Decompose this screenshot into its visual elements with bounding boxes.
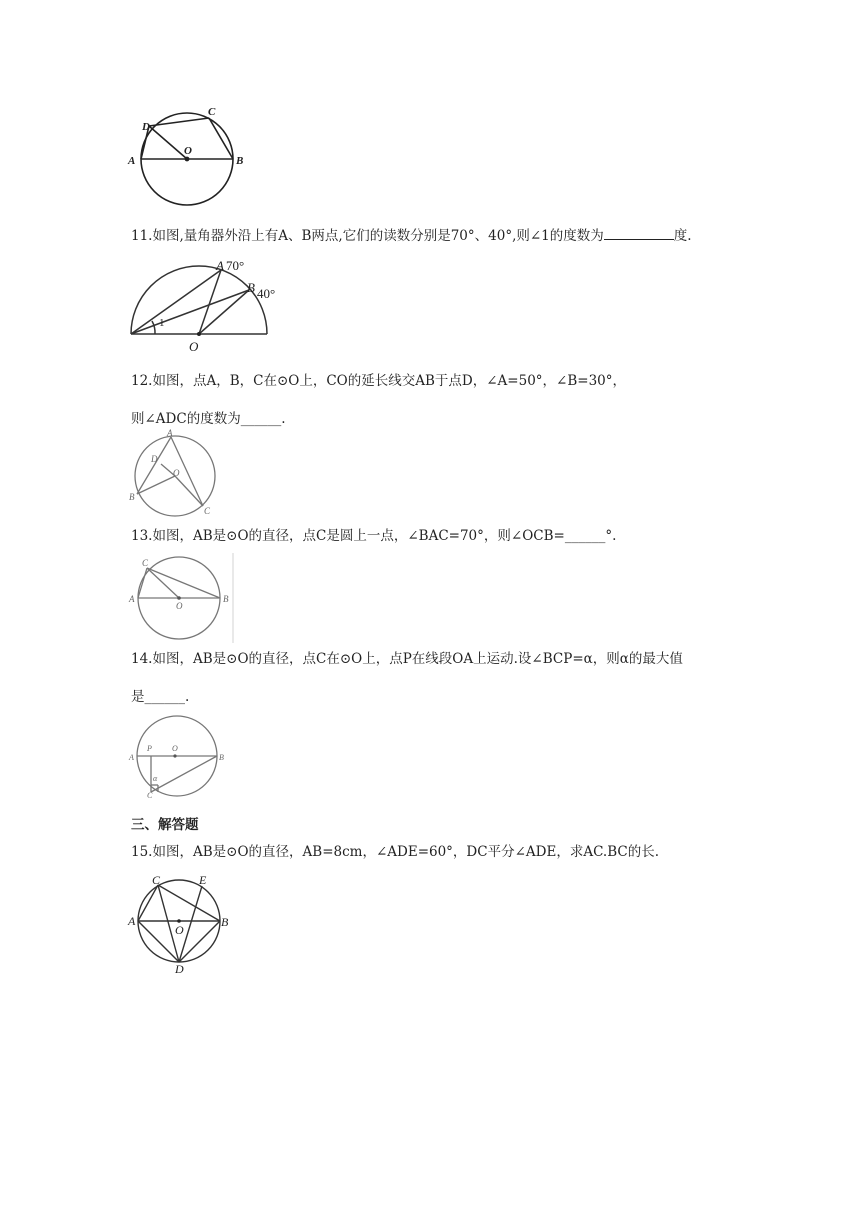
question-12-line-1: 12.如图，点A，B，C在⊙O上，CO的延长线交AB于点D，∠A=50°，∠B=30°， <box>131 373 627 389</box>
reading-a: 70° <box>226 258 245 273</box>
label-d: D <box>175 962 184 974</box>
question-12-line-2: 则∠ADC的度数为______. <box>131 411 286 427</box>
label-c: C <box>204 506 211 516</box>
label-b: B <box>236 155 244 167</box>
figure-q10-circle <box>125 100 255 212</box>
question-14-line-2: 是______. <box>131 689 190 705</box>
label-a: A <box>128 155 136 167</box>
question-14-line-1: 14.如图，AB是⊙O的直径，点C在⊙O上，点P在线段OA上运动.设∠BCP=α，则α的最大值 <box>131 651 683 667</box>
figure-q12-circle <box>125 428 217 520</box>
question-11-text-end: 度. <box>673 228 692 244</box>
label-a: A <box>129 753 134 762</box>
figure-q14-circle <box>125 713 230 798</box>
label-o: O <box>172 744 178 753</box>
label-c: C <box>152 874 161 887</box>
section-title: 三、解答题 <box>131 817 199 833</box>
reading-b: 40° <box>257 286 276 301</box>
label-c: C <box>142 558 149 568</box>
question-15: 15.如图，AB是⊙O的直径，AB=8cm，∠ADE=60°，DC平分∠ADE，求AC.BC的长. <box>131 844 660 860</box>
answer-blank <box>604 226 674 240</box>
label-a: A <box>167 428 173 438</box>
label-e: E <box>199 874 207 887</box>
label-alpha: α <box>153 774 158 783</box>
label-p: P <box>147 744 152 753</box>
label-o: O <box>173 468 180 478</box>
figure-q11-protractor <box>125 254 285 354</box>
label-angle-1: 1 <box>159 317 165 329</box>
label-o: O <box>184 145 192 157</box>
label-b: B <box>223 594 229 604</box>
label-a: A <box>128 914 136 928</box>
label-o: O <box>176 601 183 611</box>
label-b: B <box>129 492 135 502</box>
label-d: D <box>151 454 158 464</box>
label-b: B <box>247 280 255 295</box>
label-c: C <box>147 791 153 798</box>
question-11 <box>131 226 692 245</box>
label-a: A <box>129 594 135 604</box>
figure-q15-circle <box>125 874 235 974</box>
label-c: C <box>208 106 216 118</box>
label-o: O <box>175 923 184 937</box>
label-b: B <box>219 753 224 762</box>
label-d: D <box>142 121 150 133</box>
label-b: B <box>221 915 229 929</box>
question-13: 13.如图，AB是⊙O的直径，点C是圆上一点，∠BAC=70°，则∠OCB=______°. <box>131 528 617 544</box>
question-11-text: 11.如图,量角器外沿上有A、B两点,它们的读数分别是70°、40°,则∠1的度数为 <box>131 228 604 244</box>
label-o: O <box>189 339 199 354</box>
figure-q13-circle <box>125 553 237 643</box>
label-a: A <box>216 258 224 273</box>
